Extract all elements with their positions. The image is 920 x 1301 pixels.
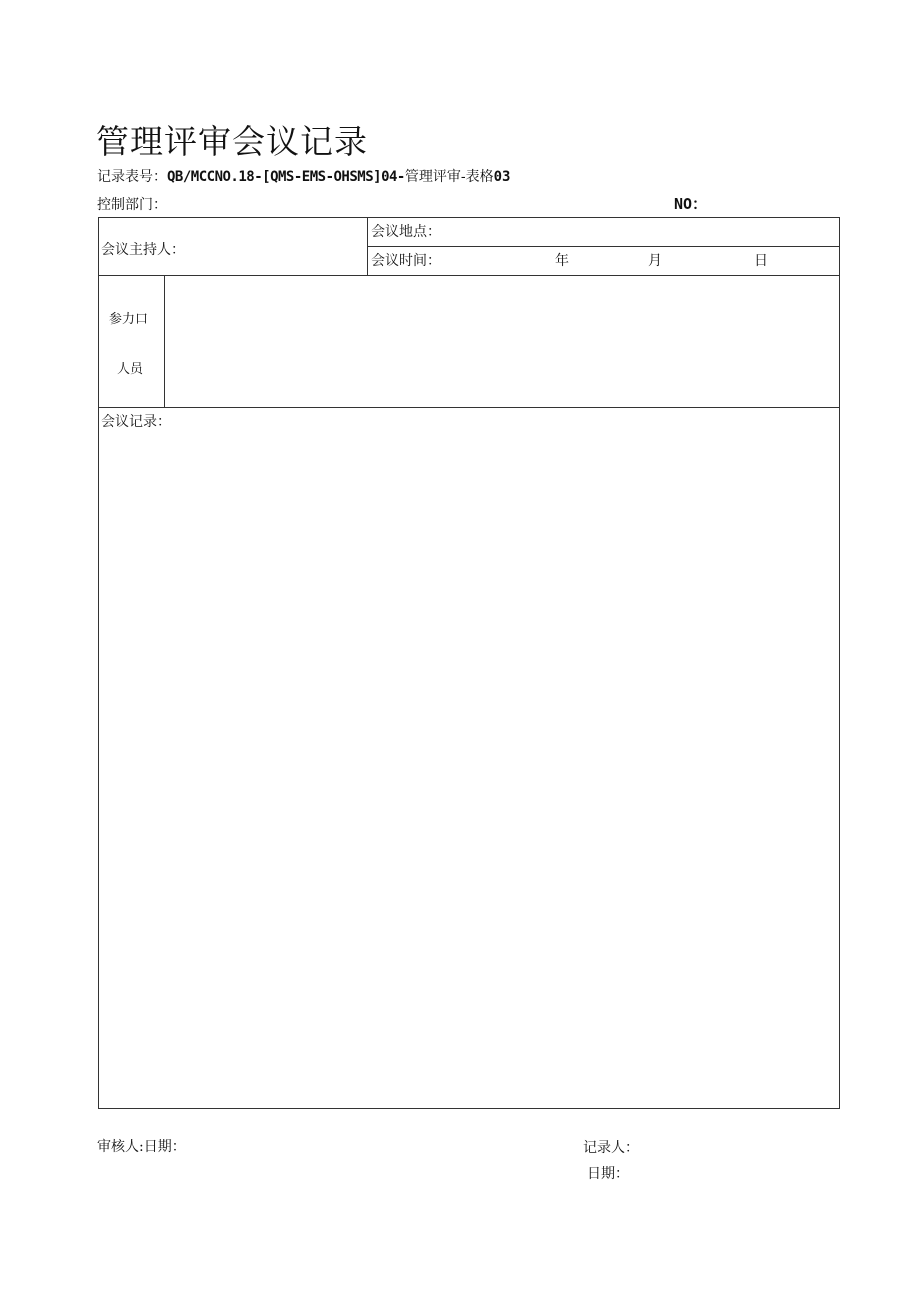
attendees-label-line2: 人员 (117, 362, 144, 377)
location-label: 会议地点： (371, 224, 441, 240)
attendees-label-line1: 参力口 (109, 312, 149, 327)
page-title: 管理评审会议记录 (96, 122, 368, 161)
row-divider-attendees (98, 407, 840, 408)
row-divider-header (98, 275, 840, 276)
day-label: 日 (754, 253, 768, 269)
time-label: 会议时间： (371, 253, 441, 269)
host-label: 会议主持人： (101, 242, 185, 258)
col-divider-header (367, 217, 368, 275)
control-dept-label: 控制部门： (97, 197, 167, 213)
form-code (97, 166, 510, 186)
form-code-suffix: 管理评审-表格 (404, 169, 494, 185)
month-label: 月 (648, 253, 662, 269)
form-code-number: 03 (493, 169, 511, 185)
meeting-table (98, 217, 840, 1109)
reviewer-date-label: 审核人:日期： (97, 1139, 186, 1155)
year-label: 年 (555, 253, 569, 269)
record-no-label: NO： (674, 195, 708, 213)
minutes-label: 会议记录： (101, 414, 171, 430)
recorder-label: 记录人： (583, 1140, 639, 1156)
row-divider-location-time (367, 246, 839, 247)
form-code-value: QB/MCCNO.18-[QMS-EMS-OHSMS]04- (167, 169, 405, 185)
form-code-label: 记录表号： (97, 169, 167, 185)
recorder-date-label: 日期： (587, 1166, 629, 1182)
col-divider-attendees (164, 275, 165, 407)
